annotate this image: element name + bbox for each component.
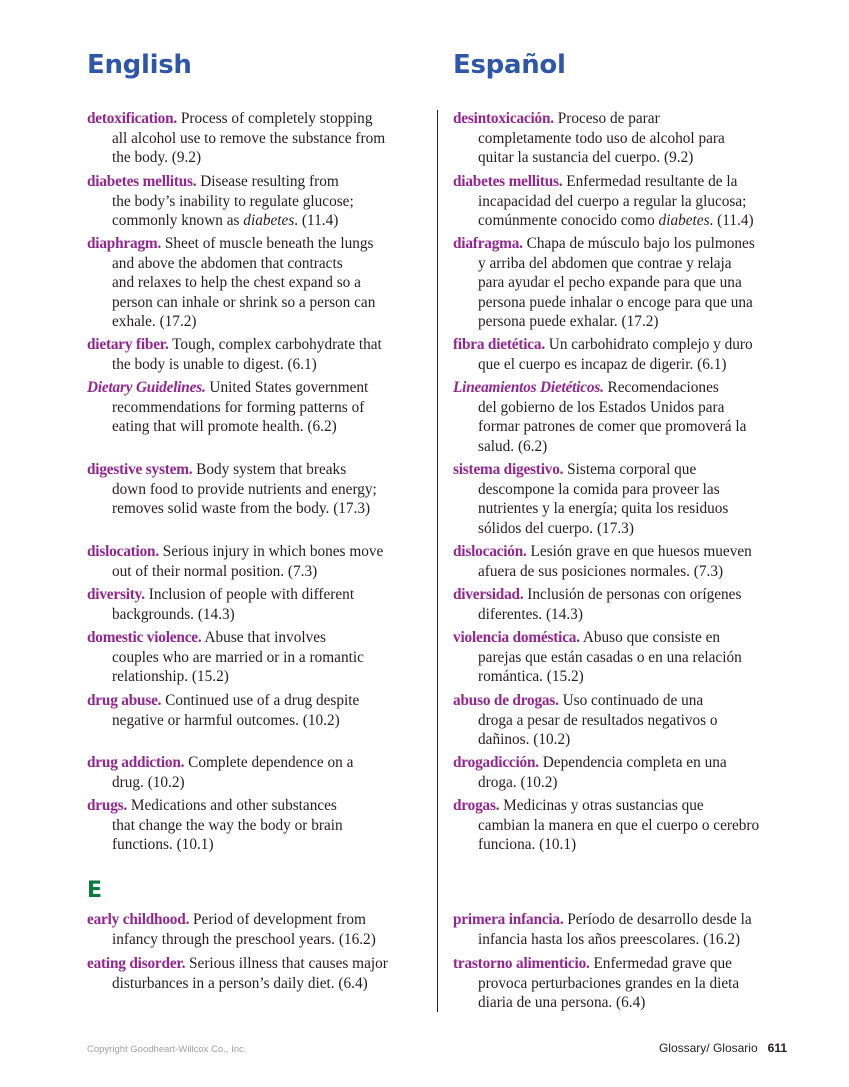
definition-text: diferentes. (14.3): [478, 605, 583, 623]
definition-line: [87, 605, 354, 625]
definition-line: [453, 148, 725, 168]
glossary-term: abuso de drogas.: [453, 692, 559, 709]
definition-text: Abuso que consiste en: [579, 629, 721, 646]
entry-first-line: [87, 335, 382, 355]
definition-text: removes solid waste from the body. (17.3): [112, 500, 371, 518]
definition-text: the body’s inability to regulate glucose;: [112, 192, 354, 210]
glossary-term: desintoxicación.: [453, 110, 554, 127]
glossary-entry-en: [87, 335, 382, 374]
definition-text: para ayudar el pecho expande para que una: [478, 274, 742, 292]
definition-text: funciona. (10.1): [478, 836, 577, 854]
definition-text: drug. (10.2): [112, 773, 185, 791]
definition-text: del gobierno de los Estados Unidos para: [478, 398, 725, 416]
definition-line: [87, 648, 364, 668]
definition-text: that change the way the body or brain: [112, 816, 343, 834]
definition-text: provoca perturbaciones grandes en la dieta: [478, 974, 740, 992]
glossary-entry-en: [87, 691, 359, 730]
definition-text: Abuse that involves: [201, 629, 326, 646]
definition-text: the body. (9.2): [112, 149, 202, 167]
definition-line: [453, 730, 718, 750]
entry-first-line: [453, 460, 728, 480]
page-footer: [659, 1041, 787, 1055]
definition-line: [87, 711, 359, 731]
definition-text: and relaxes to help the chest expand so a: [112, 274, 361, 292]
entry-first-line: [87, 691, 359, 711]
definition-text: functions. (10.1): [112, 836, 214, 854]
glossary-entry-en: [87, 542, 383, 581]
definition-line: [453, 211, 754, 231]
definition-line: [87, 974, 388, 994]
definition-line: [87, 417, 368, 437]
glossary-term: Lineamientos Dietéticos.: [453, 379, 604, 396]
definition-text: Lesión grave en que huesos mueven: [526, 543, 752, 560]
entry-first-line: [87, 628, 364, 648]
entry-first-line: [87, 585, 354, 605]
glossary-entry-es: [453, 378, 746, 456]
glossary-entry-es: [453, 234, 755, 332]
glossary-entry-es: [453, 954, 739, 1013]
entry-first-line: [453, 954, 739, 974]
definition-text: infancia hasta los años preescolares. (16.2): [478, 930, 741, 948]
glossary-entry-en: [87, 378, 368, 437]
definition-line: [453, 993, 739, 1013]
glossary-term: diversity.: [87, 586, 145, 603]
glossary-term: domestic violence.: [87, 629, 202, 646]
definition-line: [87, 499, 377, 519]
glossary-term: dislocation.: [87, 543, 159, 560]
entry-first-line: [87, 234, 375, 254]
definition-text: and above the abdomen that contracts: [112, 254, 343, 272]
definition-text: Serious illness that causes major: [185, 955, 388, 972]
section-letter: E: [87, 878, 103, 903]
glossary-term: dislocación.: [453, 543, 527, 560]
copyright: Copyright Goodheart-Willcox Co., Inc.: [87, 1044, 247, 1055]
definition-text: Inclusión de personas con orígenes: [523, 586, 742, 603]
glossary-term: diaphragm.: [87, 235, 162, 252]
glossary-entry-es: [453, 691, 718, 750]
entry-first-line: [453, 796, 759, 816]
definition-line: [453, 835, 759, 855]
definition-text: relationship. (15.2): [112, 668, 229, 686]
definition-text: out of their normal position. (7.3): [112, 562, 318, 580]
definition-text: salud. (6.2): [478, 437, 548, 455]
definition-text: recommendations for forming patterns of: [112, 398, 365, 416]
definition-text: Medications and other substances: [127, 797, 337, 814]
entry-first-line: [87, 378, 368, 398]
definition-text: Sistema corporal que: [563, 461, 697, 478]
definition-line: [453, 480, 728, 500]
glossary-entry-en: [87, 910, 376, 949]
definition-text: Un carbohidrato complejo y duro: [544, 336, 753, 353]
definition-line: [453, 648, 742, 668]
glossary-entry-en: [87, 109, 385, 168]
entry-first-line: [87, 109, 385, 129]
page-number: 611: [767, 1041, 787, 1055]
definition-text: afuera de sus posiciones normales. (7.3): [478, 562, 724, 580]
glossary-entry-en: [87, 796, 343, 855]
glossary-entry-es: [453, 460, 728, 538]
definition-line: [453, 437, 746, 457]
definition-text: Body system that breaks: [192, 461, 347, 478]
definition-line: [453, 605, 741, 625]
definition-line: [453, 667, 742, 687]
definition-text: Sheet of muscle beneath the lungs: [161, 235, 374, 252]
definition-text: the body is unable to digest. (6.1): [112, 355, 317, 373]
definition-text: person can inhale or shrink so a person can: [112, 293, 376, 311]
definition-text: Process of completely stopping: [177, 110, 373, 127]
definition-text: Enfermedad resultante de la: [562, 173, 738, 190]
definition-line: [87, 480, 377, 500]
definition-text: cambian la manera en que el cuerpo o cerebro: [478, 816, 760, 834]
glossary-term: eating disorder.: [87, 955, 186, 972]
entry-first-line: [87, 542, 383, 562]
definition-line: [87, 192, 354, 212]
glossary-term: diabetes mellitus.: [87, 173, 197, 190]
definition-text: Recomendaciones: [603, 379, 719, 396]
entry-first-line: [453, 109, 725, 129]
heading-english: English: [87, 50, 192, 80]
definition-text: Tough, complex carbohydrate that: [168, 336, 382, 353]
column-divider: [437, 110, 438, 1012]
entry-first-line: [87, 172, 354, 192]
glossary-term: digestive system.: [87, 461, 193, 478]
definition-text: nutrientes y la energía; quita los residuos: [478, 500, 729, 518]
glossary-term: drug addiction.: [87, 754, 185, 771]
glossary-entry-es: [453, 585, 741, 624]
definition-line: [453, 499, 728, 519]
glossary-term: detoxification.: [87, 110, 178, 127]
glossary-term: primera infancia.: [453, 911, 564, 928]
definition-text: Disease resulting from: [196, 173, 339, 190]
definition-text: sólidos del cuerpo. (17.3): [478, 519, 634, 537]
glossary-term: diafragma.: [453, 235, 523, 252]
definition-line: [87, 667, 364, 687]
definition-text: comúnmente conocido como diabetes. (11.4): [478, 212, 754, 230]
definition-line: [87, 293, 375, 313]
entry-first-line: [453, 234, 755, 254]
heading-spanish: Español: [453, 50, 566, 80]
definition-text: diaria de una persona. (6.4): [478, 994, 646, 1012]
glossary-entry-en: [87, 954, 388, 993]
definition-line: [453, 773, 727, 793]
definition-text: dañinos. (10.2): [478, 731, 571, 749]
definition-text: romántica. (15.2): [478, 668, 584, 686]
definition-text: descompone la comida para proveer las: [478, 480, 720, 498]
definition-text: disturbances in a person’s daily diet. (6.4): [112, 974, 368, 992]
definition-text: commonly known as diabetes. (11.4): [112, 212, 339, 230]
definition-text: down food to provide nutrients and energy;: [112, 480, 377, 498]
definition-text: backgrounds. (14.3): [112, 605, 235, 623]
glossary-term: drogas.: [453, 797, 500, 814]
glossary-term: drug abuse.: [87, 692, 162, 709]
definition-line: [87, 835, 343, 855]
definition-line: [87, 355, 382, 375]
definition-text: Complete dependence on a: [184, 754, 354, 771]
definition-text: Continued use of a drug despite: [161, 692, 360, 709]
glossary-entry-es: [453, 109, 725, 168]
definition-text: exhale. (17.2): [112, 313, 197, 331]
definition-text: Proceso de parar: [553, 110, 660, 127]
definition-text: incapacidad del cuerpo a regular la glucosa;: [478, 192, 747, 210]
glossary-entry-en: [87, 585, 354, 624]
glossary-entry-en: [87, 234, 375, 332]
glossary-term: violencia doméstica.: [453, 629, 580, 646]
glossary-entry-es: [453, 335, 753, 374]
definition-text: persona puede exhalar. (17.2): [478, 313, 659, 331]
definition-text: Medicinas y otras sustancias que: [499, 797, 704, 814]
entry-first-line: [87, 796, 343, 816]
definition-line: [87, 562, 383, 582]
definition-text: persona puede inhalar o encoge para que una: [478, 293, 753, 311]
definition-text: United States government: [205, 379, 369, 396]
entry-first-line: [87, 460, 377, 480]
glossary-term: drugs.: [87, 797, 128, 814]
glossary-entry-es: [453, 628, 742, 687]
definition-text: Dependencia completa en una: [538, 754, 727, 771]
definition-text: Uso continuado de una: [558, 692, 704, 709]
entry-first-line: [453, 585, 741, 605]
definition-text: Inclusion of people with different: [144, 586, 355, 603]
glossary-entry-es: [453, 796, 759, 855]
glossary-term: sistema digestivo.: [453, 461, 564, 478]
definition-line: [453, 312, 755, 332]
definition-line: [453, 417, 746, 437]
definition-text: Period of development from: [189, 911, 366, 928]
glossary-entry-es: [453, 172, 754, 231]
definition-line: [87, 930, 376, 950]
definition-line: [453, 930, 752, 950]
definition-line: [453, 816, 759, 836]
glossary-entry-en: [87, 628, 364, 687]
definition-line: [87, 148, 385, 168]
definition-text: Período de desarrollo desde la: [563, 911, 752, 928]
entry-first-line: [453, 335, 753, 355]
entry-first-line: [87, 753, 353, 773]
entry-first-line: [453, 378, 746, 398]
definition-line: [453, 129, 725, 149]
glossary-entry-en: [87, 460, 377, 519]
definition-line: [453, 273, 755, 293]
definition-line: [87, 254, 375, 274]
glossary-term: diversidad.: [453, 586, 524, 603]
definition-line: [87, 773, 353, 793]
definition-text: y arriba del abdomen que contrae y relaja: [478, 254, 732, 272]
definition-line: [453, 192, 754, 212]
definition-text: formar patrones de comer que promoverá la: [478, 418, 747, 436]
glossary-term: diabetes mellitus.: [453, 173, 563, 190]
footer-section: Glossary/ Glosario: [658, 1041, 758, 1055]
glossary-term: dietary fiber.: [87, 336, 169, 353]
glossary-term: early childhood.: [87, 911, 190, 928]
definition-text: quitar la sustancia del cuerpo. (9.2): [478, 149, 694, 167]
glossary-term: drogadicción.: [453, 754, 539, 771]
entry-first-line: [453, 172, 754, 192]
entry-first-line: [453, 753, 727, 773]
entry-first-line: [87, 954, 388, 974]
definition-line: [87, 129, 385, 149]
entry-first-line: [453, 910, 752, 930]
definition-text: Serious injury in which bones move: [158, 543, 384, 560]
glossary-term: Dietary Guidelines.: [87, 379, 206, 396]
glossary-entry-es: [453, 542, 752, 581]
definition-text: infancy through the preschool years. (16.2): [112, 930, 376, 948]
definition-line: [453, 254, 755, 274]
definition-text: que el cuerpo es incapaz de digerir. (6.1): [478, 355, 727, 373]
definition-line: [453, 711, 718, 731]
definition-text: droga a pesar de resultados negativos o: [478, 711, 718, 729]
definition-text: couples who are married or in a romantic: [112, 648, 364, 666]
glossary-entry-en: [87, 172, 354, 231]
italic-word: diabetes: [658, 212, 710, 230]
italic-word: diabetes: [243, 212, 295, 230]
definition-line: [87, 273, 375, 293]
entry-first-line: [87, 910, 376, 930]
glossary-entry-es: [453, 753, 727, 792]
definition-text: completamente todo uso de alcohol para: [478, 129, 725, 147]
definition-text: Chapa de músculo bajo los pulmones: [522, 235, 755, 252]
definition-line: [453, 355, 753, 375]
definition-line: [453, 293, 755, 313]
definition-text: droga. (10.2): [478, 773, 558, 791]
definition-line: [87, 312, 375, 332]
definition-line: [453, 562, 752, 582]
definition-line: [453, 519, 728, 539]
glossary-entry-en: [87, 753, 353, 792]
glossary-entry-es: [453, 910, 752, 949]
definition-line: [87, 398, 368, 418]
entry-first-line: [453, 542, 752, 562]
glossary-term: trastorno alimenticio.: [453, 955, 590, 972]
definition-text: eating that will promote health. (6.2): [112, 418, 337, 436]
definition-text: negative or harmful outcomes. (10.2): [112, 711, 340, 729]
entry-first-line: [453, 691, 718, 711]
entry-first-line: [453, 628, 742, 648]
definition-text: Enfermedad grave que: [589, 955, 732, 972]
definition-text: parejas que están casadas o en una relación: [478, 648, 742, 666]
definition-line: [453, 398, 746, 418]
glossary-term: fibra dietética.: [453, 336, 545, 353]
definition-line: [87, 816, 343, 836]
definition-line: [453, 974, 739, 994]
definition-line: [87, 211, 354, 231]
definition-text: all alcohol use to remove the substance from: [112, 129, 386, 147]
